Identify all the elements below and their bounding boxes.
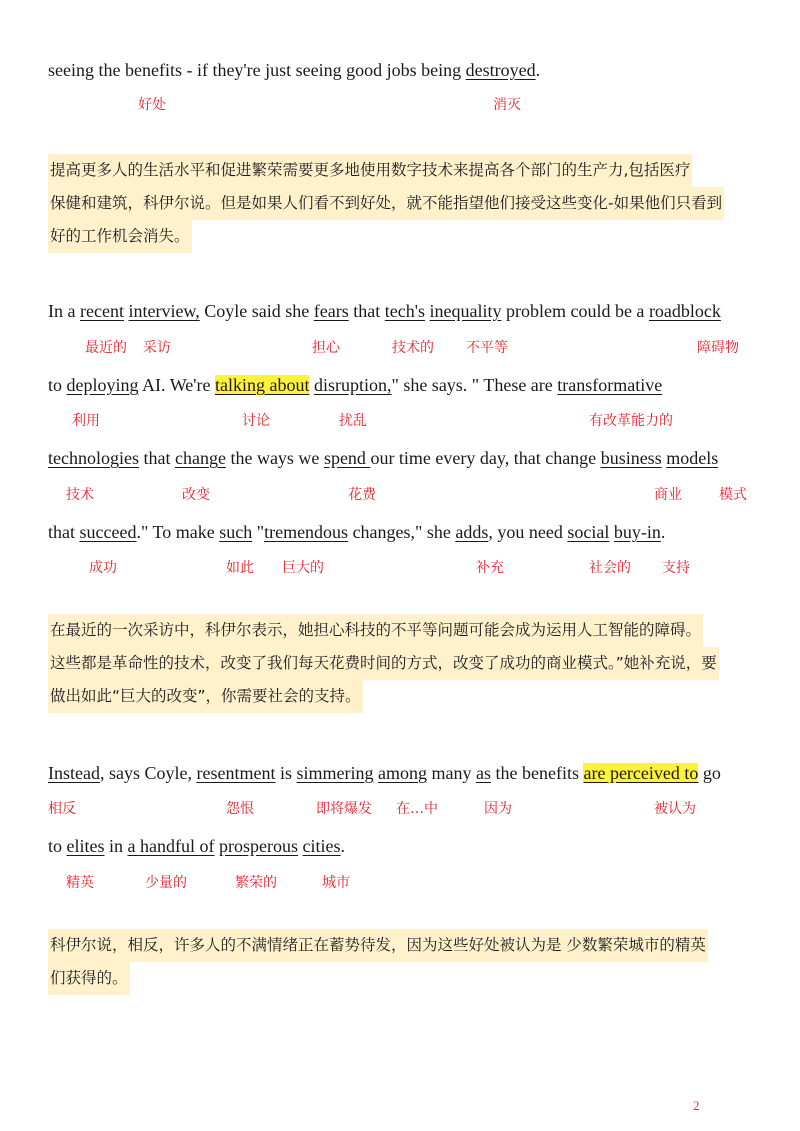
vocab-word: prosperous — [219, 836, 298, 856]
translation-line: 做出如此“巨大的改变”，你需要社会的支持。 — [48, 680, 363, 713]
gloss: 好处 — [138, 97, 166, 113]
gloss: 担心 — [312, 340, 340, 356]
vocab-word: among — [377, 763, 427, 783]
vocab-word: social — [567, 522, 610, 542]
gloss: 扰乱 — [339, 413, 367, 429]
vocab-word: a handful of — [127, 836, 215, 856]
gloss: 技术 — [66, 487, 94, 503]
gloss: 最近的 — [85, 340, 127, 356]
text-segment: in — [104, 836, 128, 856]
gloss: 精英 — [66, 875, 94, 891]
vocab-word: destroyed — [465, 60, 536, 80]
gloss: 不平等 — [466, 340, 508, 356]
text-segment: problem could be a — [501, 301, 649, 321]
text-segment: , you need — [488, 522, 568, 542]
gloss: 城市 — [322, 875, 350, 891]
text-segment: to — [48, 375, 67, 395]
text-segment: to — [48, 836, 67, 856]
vocab-word: roadblock — [648, 301, 721, 321]
chinese-translation — [48, 154, 756, 253]
gloss: 支持 — [662, 560, 690, 576]
vocab-word: such — [219, 522, 253, 542]
vocab-word: Instead — [48, 763, 100, 783]
vocab-word: cities — [302, 836, 341, 856]
vocab-word: tremendous — [264, 522, 349, 542]
gloss: 在…中 — [396, 801, 438, 817]
vocab-word: spend — [323, 448, 371, 468]
gloss: 讨论 — [242, 413, 270, 429]
vocab-word: transformative — [557, 375, 663, 395]
gloss: 障碍物 — [697, 340, 739, 356]
text-segment: that — [48, 522, 80, 542]
english-line — [48, 58, 752, 82]
translation-line: 保健和建筑，科伊尔说。但是如果人们看不到好处，就不能指望他们接受这些变化-如果他们只看到 — [48, 187, 724, 220]
gloss: 繁荣的 — [235, 875, 277, 891]
gloss: 社会的 — [589, 560, 631, 576]
translation-line: 好的工作机会消失。 — [48, 220, 192, 253]
english-line — [48, 520, 752, 544]
text-segment: . — [660, 522, 666, 542]
vocab-word: succeed — [79, 522, 137, 542]
text-segment: AI. We're — [138, 375, 215, 395]
english-line — [48, 834, 752, 858]
translation-line: 们获得的。 — [48, 962, 130, 995]
gloss: 花费 — [348, 487, 376, 503]
text-segment: " — [252, 522, 265, 542]
text-segment: changes," she — [348, 522, 456, 542]
vocab-word: recent — [79, 301, 124, 321]
gloss: 采访 — [143, 340, 171, 356]
page-number: 2 — [693, 1098, 700, 1113]
gloss: 技术的 — [392, 340, 434, 356]
text-segment: . — [535, 60, 541, 80]
text-segment: that — [138, 448, 175, 468]
gloss: 因为 — [484, 801, 512, 817]
text-segment: . — [340, 836, 345, 856]
english-line — [48, 761, 752, 785]
gloss: 成功 — [89, 560, 117, 576]
text-segment: " she says. " These are — [391, 375, 558, 395]
vocab-word: elites — [66, 836, 105, 856]
text-segment: seeing the benefits - if they're just seeing good jobs being — [48, 60, 466, 80]
translation-line: 提高更多人的生活水平和促进繁荣需要更多地使用数字技术来提高各个部门的生产力,包括医疗 — [48, 154, 692, 187]
text-segment: In a — [48, 301, 80, 321]
gloss: 消灭 — [493, 97, 521, 113]
gloss: 即将爆发 — [316, 801, 372, 817]
highlighted-phrase: are perceived to — [583, 763, 699, 783]
translation-line: 科伊尔说，相反，许多人的不满情绪正在蓄势待发，因为这些好处被认为是 少数繁荣城市的精英 — [48, 929, 708, 962]
gloss: 如此 — [226, 560, 254, 576]
gloss: 相反 — [48, 801, 76, 817]
text-segment: go — [698, 763, 721, 783]
gloss: 模式 — [719, 487, 747, 503]
text-segment: , says Coyle, — [99, 763, 197, 783]
text-segment: our time every day, that change — [370, 448, 601, 468]
vocab-word: inequality — [429, 301, 502, 321]
vocab-word: models — [666, 448, 719, 468]
vocab-word: buy-in — [613, 522, 661, 542]
gloss: 利用 — [72, 413, 100, 429]
gloss: 改变 — [182, 487, 210, 503]
chinese-translation — [48, 929, 756, 995]
english-line — [48, 446, 752, 470]
text-segment: many — [426, 763, 476, 783]
gloss: 商业 — [654, 487, 682, 503]
text-segment: the ways we — [225, 448, 324, 468]
vocab-word: simmering — [296, 763, 374, 783]
gloss: 被认为 — [654, 801, 696, 817]
vocab-word: business — [600, 448, 662, 468]
gloss: 巨大的 — [282, 560, 324, 576]
vocab-word: fears — [313, 301, 349, 321]
vocab-word: as — [475, 763, 491, 783]
text-segment: ." To make — [136, 522, 220, 542]
vocab-word: interview, — [128, 301, 200, 321]
english-line — [48, 373, 752, 397]
text-segment: that — [348, 301, 385, 321]
vocab-word: resentment — [196, 763, 276, 783]
gloss: 有改革能力的 — [589, 413, 673, 429]
highlighted-phrase: talking about — [214, 375, 310, 395]
gloss: 补充 — [476, 560, 504, 576]
chinese-translation — [48, 614, 756, 713]
translation-line: 这些都是革命性的技术，改变了我们每天花费时间的方式，改变了成功的商业模式。”她补充说，要 — [48, 647, 719, 680]
text-segment: is — [275, 763, 297, 783]
text-segment: the benefits — [490, 763, 584, 783]
vocab-word: deploying — [66, 375, 139, 395]
english-line — [48, 299, 752, 323]
text-segment: Coyle said she — [199, 301, 314, 321]
vocab-word: technologies — [48, 448, 139, 468]
vocab-word: disruption, — [313, 375, 392, 395]
vocab-word: change — [174, 448, 226, 468]
vocab-word: tech's — [384, 301, 425, 321]
vocab-word: adds — [455, 522, 489, 542]
gloss: 少量的 — [145, 875, 187, 891]
gloss: 怨恨 — [226, 801, 254, 817]
translation-line: 在最近的一次采访中，科伊尔表示，她担心科技的不平等问题可能会成为运用人工智能的障碍。 — [48, 614, 703, 647]
